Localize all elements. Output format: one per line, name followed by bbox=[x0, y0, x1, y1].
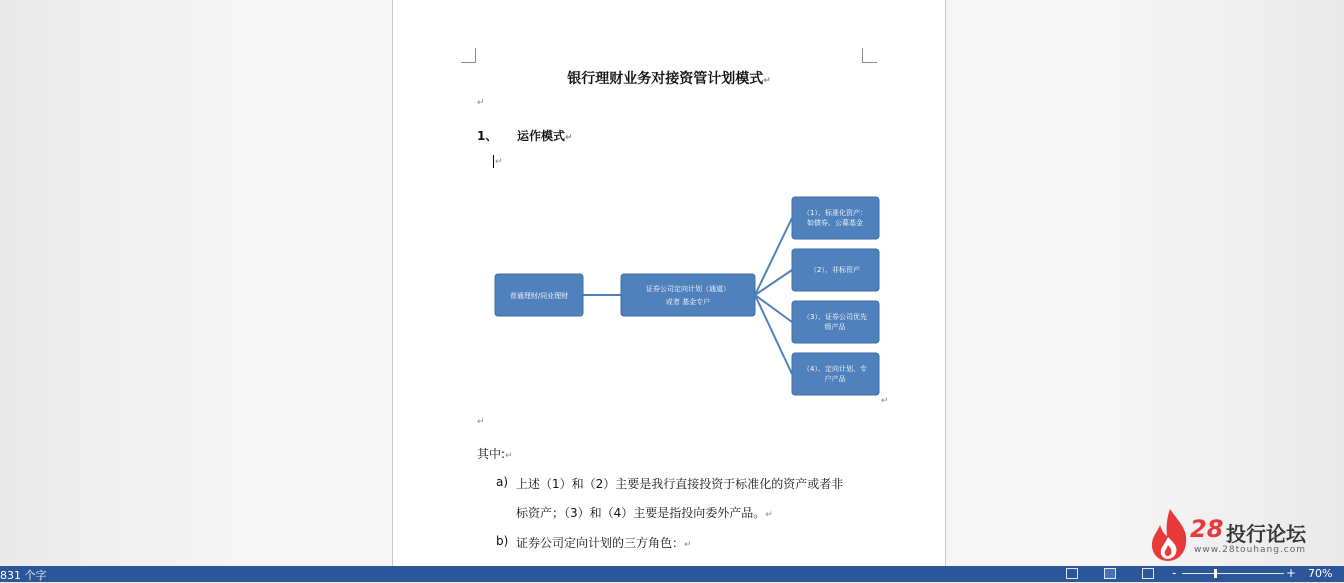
heading-operation-mode[interactable]: 1、 运作模式↵ bbox=[477, 129, 573, 143]
text-cursor-line[interactable]: ↵ bbox=[495, 157, 503, 167]
document-title[interactable]: 银行理财业务对接资管计划模式↵ bbox=[567, 71, 771, 87]
watermark-url: www.28touhang.com bbox=[1194, 545, 1307, 555]
zoom-level[interactable]: 70% bbox=[1308, 567, 1333, 580]
box-standard-assets bbox=[792, 197, 879, 239]
zoom-in-button[interactable]: + bbox=[1286, 566, 1297, 580]
word-count[interactable]: 831 个字 bbox=[0, 569, 47, 582]
among-label[interactable]: 其中:↵ bbox=[477, 447, 513, 461]
paragraph-a-line1[interactable]: 上述（1）和（2）主要是我行直接投资于标准化的资产或者非 bbox=[516, 477, 844, 491]
box-directed-plan-line2: 或者 基金专户 bbox=[665, 298, 711, 306]
box-nonstandard-assets-line1: （2）、非标资产 bbox=[810, 266, 860, 274]
document-page[interactable] bbox=[392, 0, 946, 566]
connector-to-box-4 bbox=[755, 295, 792, 374]
paragraph-a-line2[interactable]: 标资产；（3）和（4）主要是指投向委外产品。↵ bbox=[516, 506, 773, 520]
box-securities-priority-products bbox=[792, 301, 879, 343]
status-bar bbox=[0, 566, 1344, 582]
zoom-slider-track[interactable] bbox=[1182, 573, 1284, 574]
text-cursor bbox=[493, 155, 494, 168]
list-label-b: b) bbox=[496, 534, 509, 548]
paragraph-b[interactable]: 证券公司定向计划的三方角色：↵ bbox=[516, 536, 692, 550]
box-priority-products-line2: 级产品 bbox=[824, 323, 846, 331]
watermark-name: 投行论坛 bbox=[1226, 522, 1306, 546]
list-label-a: a) bbox=[496, 475, 509, 489]
box-directed-products-line1: （4）、定向计划、专 bbox=[803, 365, 867, 373]
box-standard-assets-line2: 如债券、公募基金 bbox=[807, 219, 863, 227]
read-mode-view-icon[interactable] bbox=[1066, 568, 1078, 579]
paragraph-mark: ↵ bbox=[477, 417, 485, 427]
box-directed-plan-line1: 证券公司定向计划（通道） bbox=[646, 285, 730, 293]
zoom-out-button[interactable]: - bbox=[1172, 566, 1177, 580]
smartart-diagram[interactable] bbox=[493, 195, 883, 400]
paragraph-mark: ↵ bbox=[477, 98, 485, 108]
site-watermark bbox=[1148, 505, 1338, 565]
box-ordinary-wealth-mgmt-label: 普通理财/同业理财 bbox=[509, 292, 569, 300]
box-directed-plan-products bbox=[792, 353, 879, 395]
margin-corner-top-left bbox=[461, 48, 476, 63]
heading-number: 1、 bbox=[477, 129, 498, 143]
heading-text: 运作模式 bbox=[517, 129, 566, 143]
watermark-number: 28 bbox=[1190, 515, 1224, 543]
web-layout-view-icon[interactable] bbox=[1142, 568, 1154, 579]
print-layout-view-icon[interactable] bbox=[1104, 568, 1116, 579]
box-standard-assets-line1: （1）、标准化资产： bbox=[803, 209, 867, 217]
box-priority-products-line1: （3）、证券公司优先 bbox=[803, 313, 867, 321]
box-directed-products-line2: 户产品 bbox=[824, 375, 846, 383]
zoom-slider-thumb[interactable] bbox=[1214, 569, 1217, 578]
paragraph-mark: ↵ bbox=[881, 396, 889, 406]
box-securities-directed-plan bbox=[621, 274, 755, 316]
flame-logo-icon bbox=[1148, 507, 1192, 563]
margin-corner-top-right bbox=[862, 48, 877, 63]
